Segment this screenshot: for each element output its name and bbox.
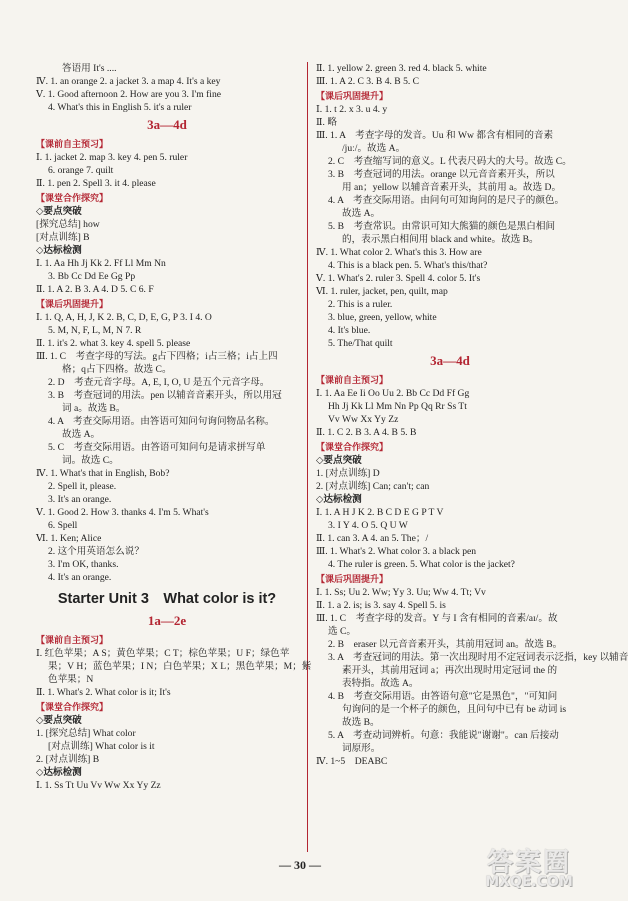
text-line: 3. B 考查冠词的用法。pen 以辅音音素开头，所以用冠 <box>48 390 282 401</box>
text-line: 5. C 考查交际用语。由答语可知问句是请求拼写单 <box>48 442 266 453</box>
text-line: 2. 这个用英语怎么说？ <box>48 546 144 557</box>
text-line: Ⅴ. 1. Good 2. How 3. thanks 4. I'm 5. What's <box>36 507 209 518</box>
text-line: 4. It's blue. <box>328 325 371 336</box>
text-line: Ⅰ. 1. Ss Tt Uu Vv Ww Xx Yy Zz <box>36 780 161 791</box>
text-line: [探究总结] how <box>36 219 100 230</box>
text-line: 3. A 考查冠词的用法。第一次出现时用不定冠词表示泛指，key 以辅音 <box>328 652 628 663</box>
text-line: 的，表示黑白相间用 black and white。故选 B。 <box>342 234 539 245</box>
watermark-logo-text: 答案圈 <box>486 848 571 878</box>
text-line: Ⅱ. 1. C 2. B 3. A 4. B 5. B <box>316 427 417 438</box>
text-line: 果；V H；蓝色苹果；I N；白色苹果；X L；黑色苹果；M；紫 <box>48 661 312 672</box>
text-line: Ⅲ. 1. C 考查字母的发音。Y 与 I 含有相同的音素/aɪ/。故 <box>316 613 558 624</box>
text-line: 用 an；yellow 以辅音音素开头，其前用 a。故选 D。 <box>342 182 562 193</box>
text-line: Ⅲ. 1. C 考查字母的写法。g占下四格；i占三格；i占上四 <box>36 351 278 362</box>
text-line: Ⅱ. 1. it's 2. what 3. key 4. spell 5. please <box>36 338 191 349</box>
text-line: Ⅳ. 1. What's that in English, Bob? <box>36 468 170 479</box>
section-heading: 3a—4d <box>147 117 187 132</box>
text-line: Ⅰ. 1. Aa Hh Jj Kk 2. Ff Ll Mm Nn <box>36 258 166 269</box>
text-line: 3. I'm OK, thanks. <box>48 559 119 570</box>
text-line: 4. B 考查交际用语。由答语句意"它是黑色"，"可知问 <box>328 691 558 702</box>
text-line: 句询问的是一个杯子的颜色，且问句中已有 be 动词 is <box>342 704 567 715</box>
section-label: 【课堂合作探究】 <box>36 193 109 203</box>
unit-title: Starter Unit 3 What color is it? <box>57 591 277 607</box>
text-line: Hh Jj Kk Ll Mm Nn Pp Qq Rr Ss Tt <box>328 401 467 412</box>
text-line: Ⅵ. 1. ruler, jacket, pen, quilt, map <box>316 286 448 297</box>
text-line: 故选 A。 <box>62 429 101 440</box>
section-label: 【课前自主预习】 <box>36 635 109 645</box>
text-line: 3. Bb Cc Dd Ee Gg Pp <box>48 271 136 282</box>
text-line: 6. Spell <box>48 520 78 531</box>
left-column <box>36 62 312 792</box>
section-heading: 1a—2e <box>147 613 187 628</box>
text-line: Ⅲ. 1. A 2. C 3. B 4. B 5. C <box>316 76 420 87</box>
subsection-label: ◇要点突破 <box>36 206 82 217</box>
section-label: 【课堂合作探究】 <box>36 702 109 712</box>
text-line: Ⅳ. 1~5 DEABC <box>316 756 388 767</box>
text-line: 3. blue, green, yellow, white <box>328 312 437 323</box>
text-line: Ⅰ. 1. Ss; Uu 2. Ww; Yy 3. Uu; Ww 4. Tt; Vv <box>316 587 486 598</box>
section-label: 【课前自主预习】 <box>316 375 389 385</box>
text-line: Ⅱ. 略 <box>316 117 337 128</box>
subsection-label: ◇要点突破 <box>316 455 362 466</box>
text-line: 4. This is a black pen. 5. What's this/that? <box>328 260 488 271</box>
text-line: Ⅴ. 1. What's 2. ruler 3. Spell 4. color 5. It's <box>316 273 481 284</box>
text-line: 4. A 考查交际用语。由问句可知询问的是尺子的颜色。 <box>328 195 565 206</box>
text-line: 故选 A。 <box>342 208 381 219</box>
column-divider <box>307 62 308 852</box>
text-line: Ⅳ. 1. What color 2. What's this 3. How are <box>316 247 482 258</box>
text-line: 2. B eraser 以元音音素开头，其前用冠词 an。故选 B。 <box>328 639 563 650</box>
section-label: 【课后巩固提升】 <box>36 299 109 309</box>
text-line: Ⅱ. 1. What's 2. What color is it; It's <box>36 687 171 698</box>
text-line: 3. B 考查冠词的用法。orange 以元音音素开头，所以 <box>328 169 555 180</box>
text-line: 2. Spell it, please. <box>48 481 117 492</box>
text-line: 答语用 It's .... <box>62 63 117 74</box>
text-line: [对点训练] What color is it <box>48 741 155 752</box>
text-line: Ⅰ. 1. A H J K 2. B C D E G P T V <box>316 507 444 518</box>
page-number: — 30 — <box>279 858 321 872</box>
text-line: 2. [对点训练] B <box>36 754 100 765</box>
text-line: Ⅲ. 1. A 考查字母的发音。Uu 和 Ww 都含有相同的音素 <box>316 130 554 141</box>
text-line: 3. It's an orange. <box>48 494 112 505</box>
text-line: Ⅱ. 1. A 2. B 3. A 4. D 5. C 6. F <box>36 284 154 295</box>
text-line: 5. B 考查常识。由常识可知大熊猫的颜色是黑白相间 <box>328 221 556 232</box>
text-line: Ⅱ. 1. can 3. A 4. an 5. The；/ <box>316 533 429 544</box>
section-label: 【课后巩固提升】 <box>316 574 389 584</box>
section-label: 【课后巩固提升】 <box>316 91 389 101</box>
text-line: 6. orange 7. quilt <box>48 165 114 176</box>
watermark-logo <box>468 842 590 894</box>
section-label: 【课堂合作探究】 <box>316 442 389 452</box>
text-line: 5. The/That quilt <box>328 338 393 349</box>
subsection-label: ◇达标检测 <box>36 767 82 778</box>
text-line: Vv Ww Xx Yy Zz <box>328 414 399 425</box>
text-line: Ⅱ. 1. a 2. is; is 3. say 4. Spell 5. is <box>316 600 446 611</box>
right-column <box>316 62 628 768</box>
text-line: 4. A 考查交际用语。由答语可知问句询问物品名称。 <box>48 416 275 427</box>
text-line: 2. [对点训练] Can; can't; can <box>316 481 430 492</box>
text-line: 词 a。故选 B。 <box>62 403 126 414</box>
text-line: Ⅳ. 1. an orange 2. a jacket 3. a map 4. It's a key <box>36 76 221 87</box>
text-line: Ⅲ. 1. What's 2. What color 3. a black pen <box>316 546 477 557</box>
text-line: 3. I Y 4. O 5. Q U W <box>328 520 408 531</box>
text-line: Ⅰ. 1. t 2. x 3. u 4. y <box>316 104 388 115</box>
text-line: Ⅵ. 1. Ken; Alice <box>36 533 102 544</box>
text-line: Ⅰ. 1. Aa Ee Ii Oo Uu 2. Bb Cc Dd Ff Gg <box>316 388 470 399</box>
text-line: 表特指。故选 A。 <box>342 678 419 689</box>
text-line: 词。故选 C。 <box>62 455 119 466</box>
text-line: Ⅴ. 1. Good afternoon 2. How are you 3. I'm fine <box>36 89 222 100</box>
text-line: Ⅰ. 1. jacket 2. map 3. key 4. pen 5. ruler <box>36 152 188 163</box>
text-line: 5. M, N, F, L, M, N 7. R <box>48 325 142 336</box>
text-line: 5. A 考查动词辨析。句意：我能说"谢谢"。can 后接动 <box>328 730 559 741</box>
text-line: Ⅱ. 1. yellow 2. green 3. red 4. black 5. white <box>316 63 487 74</box>
text-line: 素开头，其前用冠词 a；再次出现时用定冠词 the 的 <box>342 665 558 676</box>
watermark-url: MXQE.COM <box>485 874 573 890</box>
text-line: 4. The ruler is green. 5. What color is the jacket? <box>328 559 515 570</box>
text-line: 2. This is a ruler. <box>328 299 393 310</box>
text-line: 格；q占下四格。故选 C。 <box>62 364 172 375</box>
text-line: 2. D 考查元音字母。A, E, I, O, U 是五个元音字母。 <box>48 377 270 388</box>
text-line: 4. What's this in English 5. it's a ruler <box>48 102 192 113</box>
subsection-label: ◇达标检测 <box>316 494 362 505</box>
text-line: [对点训练] B <box>36 232 90 243</box>
text-line: 词原形。 <box>342 743 381 754</box>
text-line: 1. [对点训练] D <box>316 468 380 479</box>
text-line: Ⅰ. 红色苹果；A S；黄色苹果；C T；棕色苹果；U F；绿色苹 <box>36 648 290 659</box>
text-line: Ⅰ. 1. Q, A, H, J, K 2. B, C, D, E, G, P 3. I 4. O <box>36 312 212 323</box>
text-line: 4. It's an orange. <box>48 572 112 583</box>
text-line: 1. [探究总结] What color <box>36 728 136 739</box>
section-heading: 3a—4d <box>430 353 470 368</box>
text-line: Ⅱ. 1. pen 2. Spell 3. it 4. please <box>36 178 156 189</box>
text-line: /juː/。故选 A。 <box>342 143 406 154</box>
text-line: 色苹果；N <box>48 674 94 685</box>
text-line: 2. C 考查缩写词的意义。L 代表尺码大的大号。故选 C。 <box>328 156 572 167</box>
text-line: 选 C。 <box>328 626 356 637</box>
section-label: 【课前自主预习】 <box>36 139 109 149</box>
text-line: 故选 B。 <box>342 717 380 728</box>
subsection-label: ◇达标检测 <box>36 245 82 256</box>
subsection-label: ◇要点突破 <box>36 715 82 726</box>
